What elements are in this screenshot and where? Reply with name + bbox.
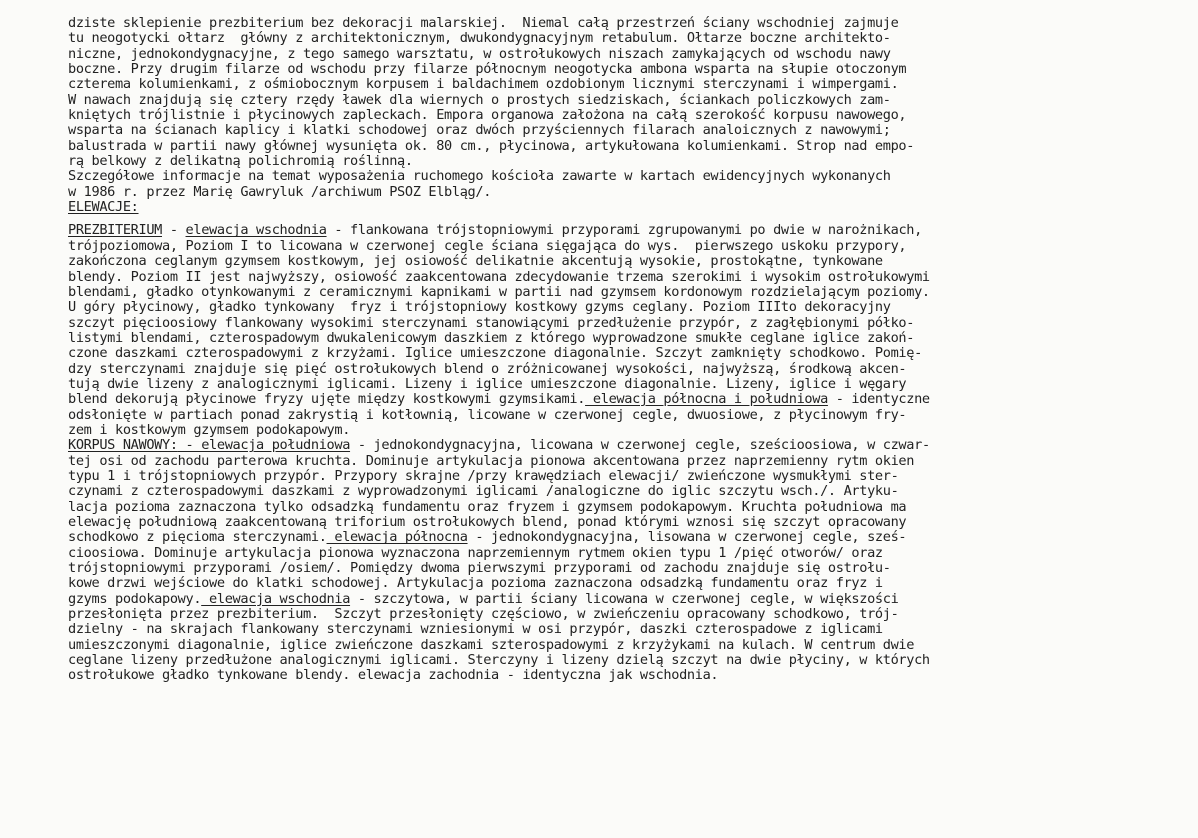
- text-line: [68, 592, 1180, 607]
- text-line: ostrołukowe gładko tynkowane blendy. elewacja zachodnia - identyczna jak wschodnia.: [68, 667, 719, 684]
- text-line: tej osi od zachodu parterowa kruchta. Dominuje artykulacja pionowa akcentowana przez naprzemienny rytm okien: [68, 452, 915, 469]
- text-line: lacja pozioma zaznaczona tylko odsadzką fundamentu oraz fryzem i gzymsem podokapowym. Kruchta południowa ma: [68, 498, 907, 515]
- text-line: niczne, jednokondygnacyjne, z tego samego warsztatu, w ostrołukowych niszach zamykających od wschodu nawy: [68, 45, 891, 62]
- text-line: ceglane lizeny przedłużone analogicznymi iglicami. Sterczyny i lizeny dzielą szczyt na dwie płyciny, w których: [68, 652, 930, 669]
- text-line: trójstopniowymi przyporami /osiem/. Pomiędzy dwoma pierwszymi przyporami od zachodu znajduje się ostrołu-: [68, 560, 891, 577]
- text-line: balustrada w partii nawy głównej wysunięta ok. 80 cm., płycinowa, artykułowana kolumienkami. Strop nad empo-: [68, 137, 915, 154]
- subsection-label-north: elewacja północna: [326, 529, 468, 546]
- subsection-label-east: elewacja wschodnia: [185, 222, 327, 239]
- text-fragment: - flankowana trójstopniowymi przyporami zgrupowanymi po dwie w narożnikach,: [326, 222, 922, 239]
- typewritten-text: [68, 16, 1180, 684]
- text-line: boczne. Przy drugim filarze od wschodu przy filarze północnym neogotycka ambona wsparta na słupie otoczonym: [68, 61, 907, 78]
- text-line: PREZBITERIUM - elewacja wschodnia - flankowana trójstopniowymi przyporami zgrupowanymi po dwie w narożnikach,: [68, 222, 922, 239]
- text-line: czone daszkami czterospadowymi z krzyżami. Iglice umieszczone diagonalnie. Szczyt zamknięty schodkowo. Pomię-: [68, 345, 922, 362]
- text-line: W nawach znajdują się cztery rzędy ławek dla wiernych o prostych siedziskach, ściankach policzkowych zam-: [68, 91, 891, 108]
- text-line: czterema kolumienkami, z ośmiobocznym korpusem i baldachimem ozdobionym licznymi sterczynami i wimpergami.: [68, 76, 899, 93]
- text-line: trójpoziomowa, Poziom I to licowana w czerwonej cegle ściana sięgająca do wys. pierwszego uskoku przypory,: [68, 237, 907, 254]
- text-fragment: - szczytowa, w partii ściany licowana w czerwonej cegle, w większości: [350, 590, 899, 607]
- text-line: blendami, gładko otynkowanymi z ceramicznymi kapnikami w partii nad gzymsem kordonowym rozdzielającym poziomy.: [68, 283, 930, 300]
- text-line: zem i kostkowym gzymsem podokapowym.: [68, 421, 351, 438]
- text-line: w 1986 r. przez Marię Gawryluk /archiwum PSOZ Elbląg/.: [68, 183, 492, 200]
- text-line: Szczegółowe informacje na temat wyposażenia ruchomego kościoła zawarte w kartach ewidencyjnych wykonanych: [68, 168, 891, 185]
- text-line: dzy sterczynami znajduje się pięć ostrołukowych blend o zróżnicowanej wysokości, najwyższą, środkową akcen-: [68, 360, 907, 377]
- text-line: kniętych trójlistnie i płycinowych zapleckach. Empora organowa założona na całą szerokość korpusu nawowego,: [68, 107, 907, 124]
- text-line: [68, 438, 1180, 453]
- text-line: szczyt pięcioosiowy flankowany wysokimi sterczynami stanowiącymi przedłużenie przypór, z zagłębionymi półko-: [68, 314, 915, 331]
- text-line: listymi blendami, czterospadowym dwukalenicowym daszkiem z którego wyprowadzone smukłe ceglane iglice zakoń-: [68, 329, 915, 346]
- subsection-label-east: elewacja wschodnia: [201, 590, 351, 607]
- text-line: U góry płycinowy, gładko tynkowany fryz i trójstopniowy kostkowy gzyms ceglany. Poziom IIIto dekoracyjny: [68, 299, 891, 316]
- section-label-nave: KORPUS NAWOWY:: [68, 437, 178, 454]
- text-line: dziste sklepienie prezbiterium bez dekoracji malarskiej. Niemal całą przestrzeń ściany wschodniej zajmuje: [68, 15, 899, 31]
- text-line: umieszczonymi diagonalnie, iglice zwieńczone daszkami szterospadowymi z krzyżykami na kulach. W centrum dwie: [68, 636, 915, 653]
- text-line: kowe drzwi wejściowe do klatki schodowej. Artykulacja pozioma zaznaczona odsadzką fundamentu oraz fryz i: [68, 575, 883, 592]
- subsection-label-north-south: elewacja północna i południowa: [585, 391, 828, 408]
- text-line: blendy. Poziom II jest najwyższy, osiowość zaakcentowana zdecydowanie trzema szerokimi i wysokim ostrołukowymi: [68, 268, 930, 285]
- text-fragment: gzyms podokapowy.: [68, 590, 202, 607]
- text-fragment: blend dekorują płycinowe fryzy ujęte między kostkowymi gzymsikami.: [68, 391, 586, 408]
- text-line: [68, 530, 1180, 545]
- text-line: przesłonięta przez prezbiterium. Szczyt przesłonięty częściowo, w zwieńczeniu opracowany schodkowo, trój-: [68, 606, 899, 623]
- section-heading: ELEWACJE:: [68, 199, 139, 216]
- text-line: czynami z czterospadowymi daszkami z wyprowadzonymi iglicami /analogiczne do iglic szczytu wsch./. Artyku-: [68, 483, 899, 500]
- text-line: zakończona ceglanym gzymsem kostkowym, jej osiowość delikatnie akcentują wysokie, prostokątne, tynkowane: [68, 253, 883, 270]
- text-line: cioosiowa. Dominuje artykulacja pionowa wyznaczona naprzemiennym rytmem okien typu 1 /pięć otworów/ oraz: [68, 544, 883, 561]
- text-line: elewację południową zaakcentowaną triforium ostrołukowych blend, ponad którymi wznosi się szczyt opracowany: [68, 514, 907, 530]
- text-line: typu 1 i trójstopniowych przypór. Przypory skrajne /przy krawędziach elewacji/ zwieńczone wysmukłymi ster-: [68, 467, 899, 484]
- text-fragment: schodkowo z pięcioma sterczynami.: [68, 529, 327, 546]
- subsection-label-south: - elewacja południowa: [177, 437, 351, 454]
- text-fragment: - jednokondygnacyjna, licowana w czerwonej cegle, sześcioosiowa, w czwar-: [350, 437, 930, 454]
- section-label-presbytery: PREZBITERIUM: [68, 222, 163, 239]
- text-line: tu neogotycki ołtarz główny z architektonicznym, dwukondygnacyjnym retabulum. Ołtarze boczne architekto-: [68, 30, 891, 47]
- text-fragment: - identyczne: [827, 391, 930, 408]
- text-line: tują dwie lizeny z analogicznymi iglicami. Lizeny i iglice umieszczone diagonalnie. Lizeny, iglice i węgary: [68, 375, 907, 392]
- text-line: rą belkowy z delikatną polichromią roślinną.: [68, 153, 413, 170]
- text-line: [68, 392, 1180, 407]
- text-line: wsparta na ścianach kaplicy i klatki schodowej oraz dwóch przyściennych filarach analoicznych z nawowymi;: [68, 122, 891, 139]
- text-fragment: - jednokondygnacyjna, lisowana w czerwonej cegle, sześ-: [467, 529, 907, 546]
- text-line: dzielny - na skrajach flankowany sterczynami wzniesionymi w osi przypór, daszki czterospadowe z iglicami: [68, 621, 883, 638]
- text-line: odsłonięte w partiach ponad zakrystią i kotłownią, licowane w czerwonej cegle, dwuosiowe, z płycinowym fry-: [68, 406, 907, 423]
